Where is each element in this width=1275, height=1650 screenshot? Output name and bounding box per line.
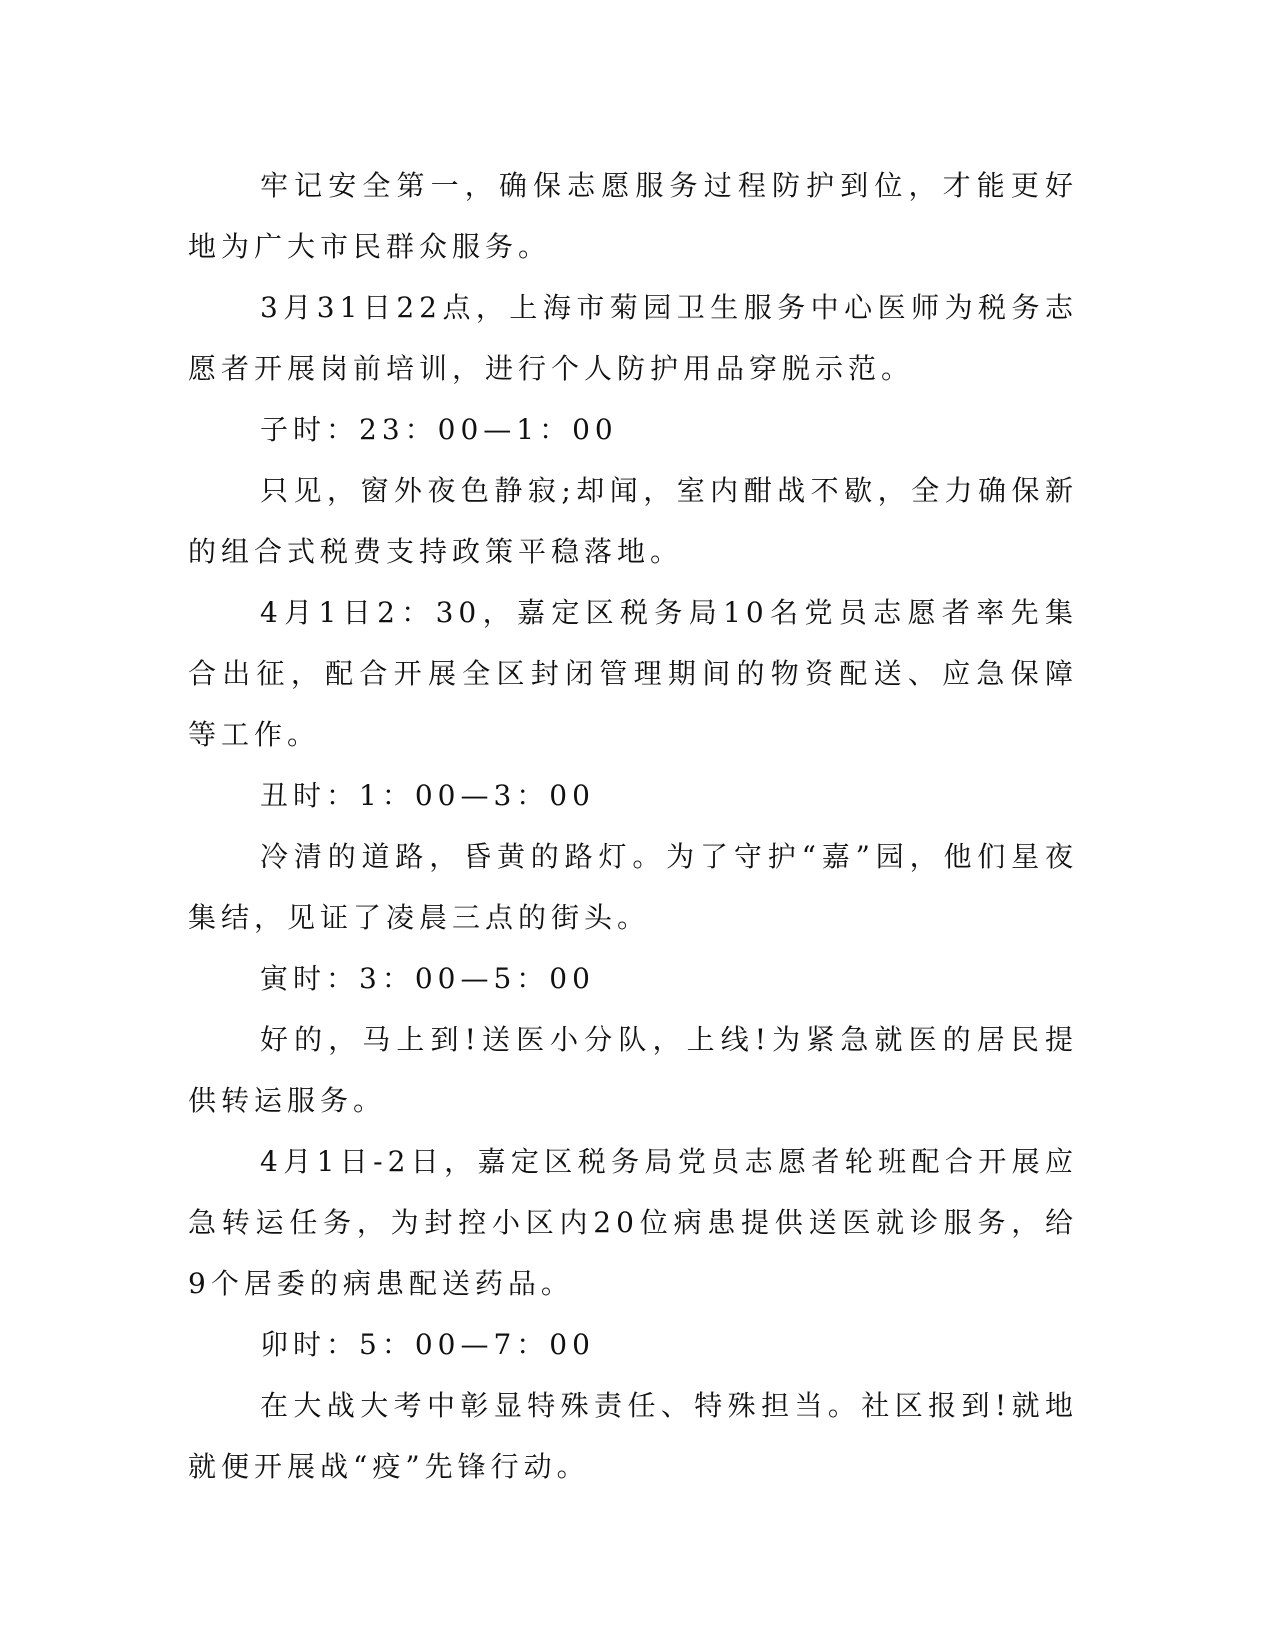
- time-heading-mao: 卯时：5：00—7：00: [260, 1328, 595, 1361]
- paragraph-8: 在大战大考中彰显特殊责任、特殊担当。社区报到!就地就便开展战“疫”先锋行动。: [188, 1389, 1078, 1483]
- document-body: [188, 155, 1078, 1497]
- paragraph-6: 好的，马上到!送医小分队，上线!为紧急就医的居民提供转运服务。: [188, 1023, 1078, 1117]
- paragraph-7: 4月1日-2日，嘉定区税务局党员志愿者轮班配合开展应急转运任务，为封控小区内20位病患提供送医就诊服务，给9个居委的病患配送药品。: [188, 1145, 1078, 1300]
- paragraph-4: 4月1日2：30，嘉定区税务局10名党员志愿者率先集合出征，配合开展全区封闭管理期间的物资配送、应急保障等工作。: [188, 596, 1078, 751]
- paragraph-2: 3月31日22点，上海市菊园卫生服务中心医师为税务志愿者开展岗前培训，进行个人防护用品穿脱示范。: [188, 291, 1078, 385]
- time-heading-yin: 寅时：3：00—5：00: [260, 962, 595, 995]
- paragraph-5: 冷清的道路，昏黄的路灯。为了守护“嘉”园，他们星夜集结，见证了凌晨三点的街头。: [188, 840, 1078, 934]
- time-heading-chou: 丑时：1：00—3：00: [260, 779, 595, 812]
- paragraph-3: 只见，窗外夜色静寂;却闻，室内酣战不歇，全力确保新的组合式税费支持政策平稳落地。: [188, 474, 1078, 568]
- time-heading-zi: 子时：23：00—1：00: [260, 413, 618, 446]
- paragraph-1: 牢记安全第一，确保志愿服务过程防护到位，才能更好地为广大市民群众服务。: [188, 169, 1078, 263]
